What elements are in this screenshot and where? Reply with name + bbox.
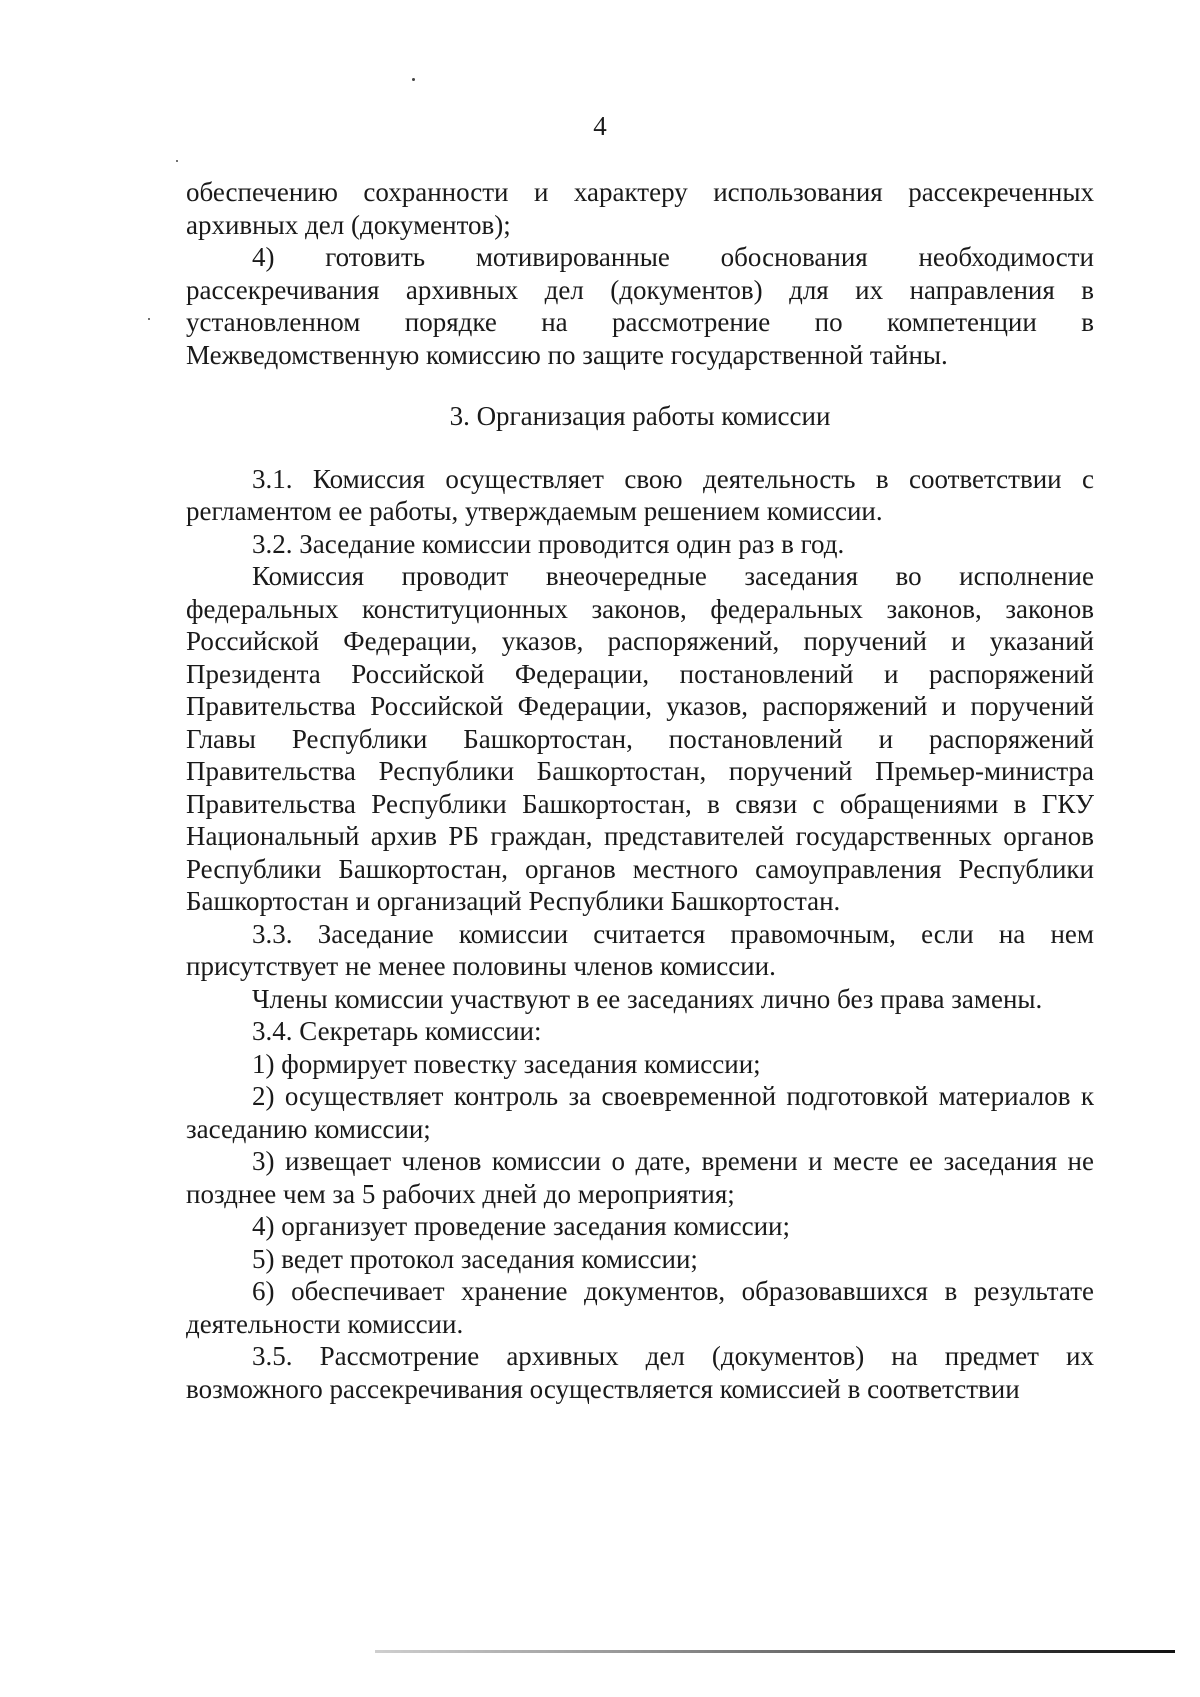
paragraph: 3.5. Рассмотрение архивных дел (документов) на предмет их возможного рассекречивания осуществляется комиссией в соответствии — [186, 1341, 1094, 1404]
scan-speck — [412, 78, 415, 81]
paragraph: 3.4. Секретарь комиссии: — [252, 1016, 542, 1046]
scan-speck — [176, 160, 178, 162]
scan-edge-line — [375, 1650, 1175, 1653]
paragraph: 3.3. Заседание комиссии считается правомочным, если на нем присутствует не менее половины членов комиссии. — [186, 918, 1094, 981]
page-number: 4 — [593, 111, 607, 141]
paragraph: Комиссия проводит внеочередные заседания во исполнение федеральных конституционных законов, федеральных законов, законов Российской Федерации, указов, распоряжений, поручений и указаний Президента Российской Федерации, постановлений и распоряжений Правительства Российской Федерации, указов, распоряжений и поручений Главы Республики Башкортостан, постановлений и распоряжений Правительства Республики Башкортостан, поручений Премьер-министра Правительства Республики Башкортостан, в связи с обращениями в ГКУ Национальный архив РБ граждан, представителей государственных органов Республики Башкортостан, органов местного самоуправления Республики Башкортостан и организаций Республики Башкортостан. — [186, 561, 1094, 916]
scan-speck — [148, 318, 150, 320]
list-item: 6) обеспечивает хранение документов, образовавшихся в результате деятельности комиссии. — [186, 1276, 1094, 1339]
list-item: 3) извещает членов комиссии о дате, времени и месте ее заседания не позднее чем за 5 рабочих дней до мероприятия; — [186, 1146, 1094, 1209]
document-body — [186, 176, 1094, 1405]
list-item: 1) формирует повестку заседания комиссии; — [252, 1048, 761, 1079]
paragraph: 3.1. Комиссия осуществляет свою деятельность в соответствии с регламентом ее работы, утверждаемым решением комиссии. — [186, 463, 1094, 526]
list-item: 4) организует проведение заседания комиссии; — [252, 1211, 791, 1241]
paragraph: обеспечению сохранности и характеру использования рассекреченных архивных дел (документов); — [186, 177, 1094, 240]
paragraph: Члены комиссии участвуют в ее заседаниях лично без права замены. — [252, 983, 1043, 1014]
section-heading: 3. Организация работы комиссии — [449, 401, 831, 431]
paragraph: 4) готовить мотивированные обоснования необходимости рассекречивания архивных дел (документов) для их направления в установленном порядке на рассмотрение по компетенции в Межведомственную комиссию по защите государственной тайны. — [186, 242, 1094, 370]
list-item: 2) осуществляет контроль за своевременной подготовкой материалов к заседанию комиссии; — [186, 1081, 1094, 1144]
paragraph: 3.2. Заседание комиссии проводится один раз в год. — [252, 528, 845, 559]
list-item: 5) ведет протокол заседания комиссии; — [252, 1243, 698, 1274]
